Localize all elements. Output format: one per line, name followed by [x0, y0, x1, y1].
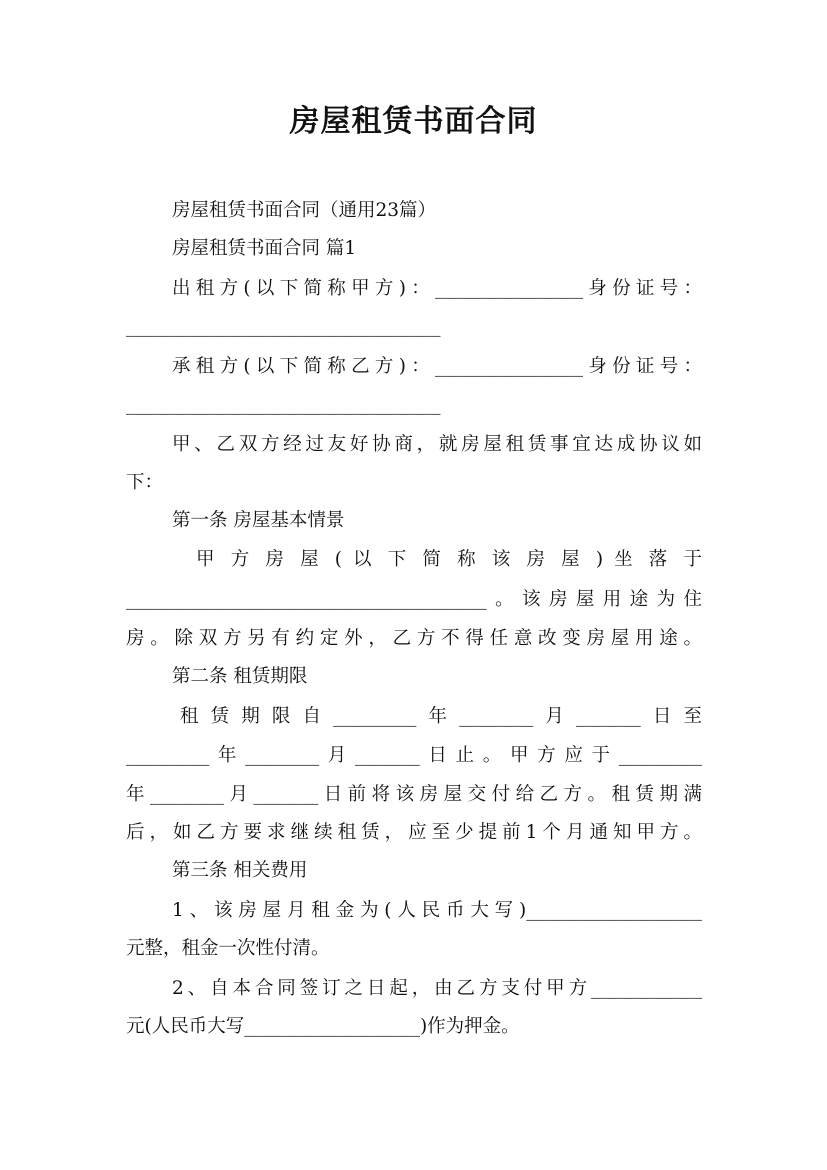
- article-heading: 第二条 租赁期限: [172, 666, 308, 687]
- lessee-id-blank: __________________________________: [126, 394, 441, 415]
- paragraph-line: _______________________________________。该房屋用途为住: [126, 589, 702, 610]
- section-heading: 房屋租赁书面合同 篇1: [172, 238, 357, 259]
- paragraph-line: 元(人民币大写___________________)作为押金。: [126, 1016, 520, 1037]
- paragraph-line: 房。除双方另有约定外，乙方不得任意改变房屋用途。: [126, 628, 702, 649]
- paragraph-line: 后，如乙方要求继续租赁，应至少提前1个月通知甲方。: [126, 822, 702, 843]
- paragraph-line: 下：: [126, 472, 164, 493]
- paragraph-line: 2、自本合同签订之日起，由乙方支付甲方____________: [172, 978, 702, 999]
- document-title: 房屋租赁书面合同: [289, 104, 538, 139]
- paragraph-line: 租赁期限自_________年________月_______日至: [180, 706, 702, 727]
- article-heading: 第三条 相关费用: [172, 860, 308, 881]
- article-heading: 第一条 房屋基本情景: [172, 510, 345, 531]
- paragraph-line: 甲 方 房 屋 ( 以 下 简 称 该 房 屋 ) 坐 落 于: [196, 549, 702, 570]
- subtitle-line: 房屋租赁书面合同（通用23篇）: [172, 200, 437, 221]
- lessor-line: 出租方(以下简称甲方)：________________身份证号：: [172, 278, 702, 299]
- paragraph-line: 甲、乙双方经过友好协商，就房屋租赁事宜达成协议如: [172, 434, 702, 455]
- paragraph-line: 1、该房屋月租金为(人民币大写)___________________: [172, 900, 702, 921]
- paragraph-line: 元整，租金一次性付清。: [126, 938, 330, 959]
- paragraph-line: 年________月_______日前将该房屋交付给乙方。租赁期满: [126, 784, 702, 805]
- paragraph-line: _________年________月_______日止。甲方应于_________: [126, 745, 702, 766]
- lessor-id-blank: __________________________________: [126, 316, 441, 337]
- lessee-line: 承租方(以下简称乙方)：________________身份证号：: [172, 356, 702, 377]
